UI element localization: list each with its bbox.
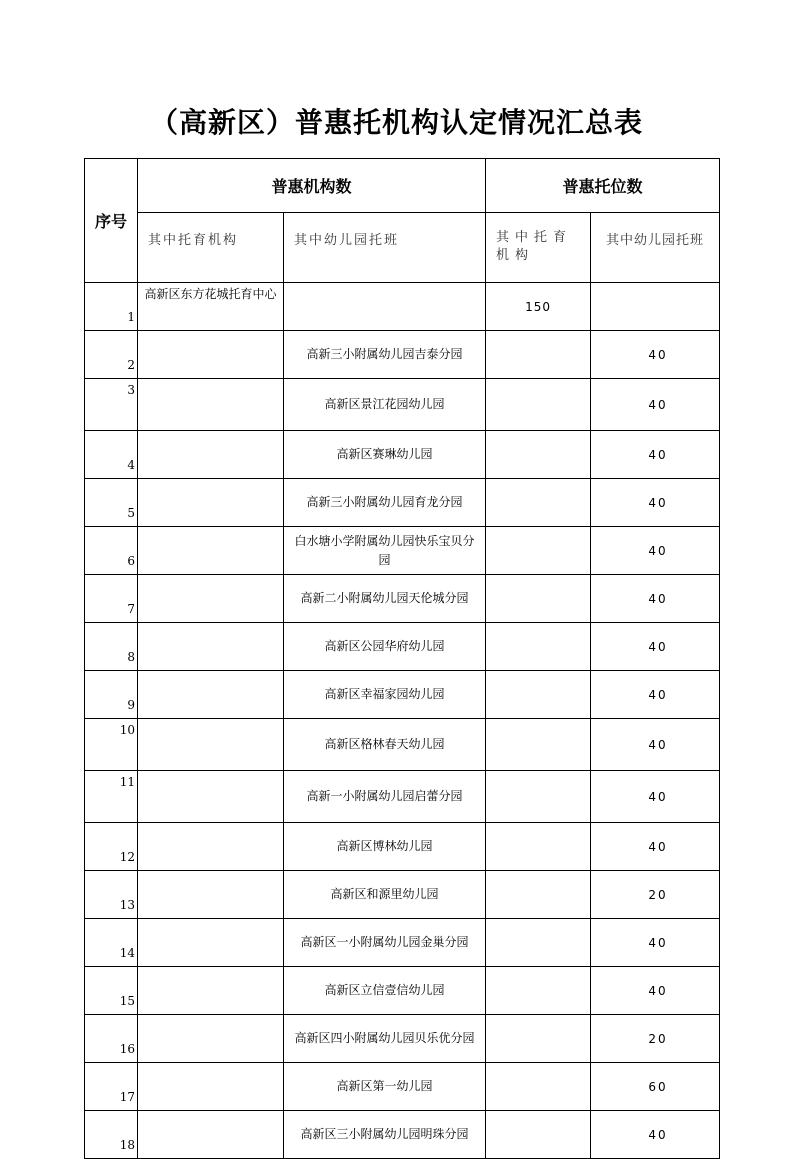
row-org-kindergarten: 高新区景江花园幼儿园 [284,379,486,431]
row-org-kindergarten: 高新区幸福家园幼儿园 [284,671,486,719]
row-org-nursery [138,871,284,919]
row-slot-nursery [486,671,591,719]
row-seq: 12 [85,823,138,871]
row-slot-nursery [486,379,591,431]
row-slot-nursery [486,431,591,479]
row-org-kindergarten: 高新区赛琳幼儿园 [284,431,486,479]
row-slot-nursery [486,575,591,623]
row-org-nursery [138,527,284,575]
row-org-nursery [138,671,284,719]
row-slot-kindergarten: 40 [591,1111,720,1159]
row-org-kindergarten: 高新区四小附属幼儿园贝乐优分园 [284,1015,486,1063]
row-seq: 10 [85,719,138,771]
row-slot-kindergarten: 40 [591,479,720,527]
row-org-nursery [138,331,284,379]
row-seq: 6 [85,527,138,575]
row-slot-nursery [486,1111,591,1159]
row-slot-nursery [486,919,591,967]
row-org-kindergarten: 高新区三小附属幼儿园明珠分园 [284,1111,486,1159]
row-slot-kindergarten: 40 [591,575,720,623]
row-org-nursery: 高新区东方花城托育中心 [138,283,284,331]
row-org-kindergarten [284,283,486,331]
row-slot-nursery [486,1063,591,1111]
row-seq: 2 [85,331,138,379]
row-org-kindergarten: 高新二小附属幼儿园天伦城分园 [284,575,486,623]
row-org-nursery [138,379,284,431]
table-row [85,919,720,967]
header-seq: 序号 [85,159,138,283]
row-seq: 7 [85,575,138,623]
table-row [85,623,720,671]
row-org-kindergarten: 高新区格林春天幼儿园 [284,719,486,771]
row-seq: 11 [85,771,138,823]
table-row [85,431,720,479]
row-org-nursery [138,1111,284,1159]
header-org-kindergarten: 其中幼儿园托班 [284,213,486,283]
table-row [85,1015,720,1063]
row-slot-nursery [486,871,591,919]
row-slot-nursery: 150 [486,283,591,331]
row-org-kindergarten: 白水塘小学附属幼儿园快乐宝贝分园 [284,527,486,575]
row-seq: 14 [85,919,138,967]
row-slot-nursery [486,771,591,823]
row-org-nursery [138,575,284,623]
row-slot-kindergarten: 40 [591,331,720,379]
row-org-nursery [138,623,284,671]
page-title: （高新区）普惠托机构认定情况汇总表 [149,106,643,139]
row-slot-kindergarten: 40 [591,431,720,479]
row-org-kindergarten: 高新三小附属幼儿园吉泰分园 [284,331,486,379]
row-org-nursery [138,771,284,823]
row-seq: 16 [85,1015,138,1063]
row-slot-kindergarten: 60 [591,1063,720,1111]
row-slot-kindergarten: 40 [591,967,720,1015]
row-seq: 15 [85,967,138,1015]
table-row [85,719,720,771]
header-slot-kindergarten: 其中幼儿园托班 [591,213,720,283]
row-slot-kindergarten: 20 [591,871,720,919]
row-org-kindergarten: 高新区一小附属幼儿园金巢分园 [284,919,486,967]
row-org-nursery [138,1015,284,1063]
row-slot-nursery [486,823,591,871]
table-row [85,575,720,623]
table-row [85,379,720,431]
header-group-slots: 普惠托位数 [486,159,720,213]
row-seq: 5 [85,479,138,527]
row-slot-nursery [486,479,591,527]
header-group-orgs: 普惠机构数 [138,159,486,213]
header-row-subcolumns [85,213,720,283]
row-seq: 1 [85,283,138,331]
table-row [85,527,720,575]
row-slot-nursery [486,1015,591,1063]
summary-table [84,158,720,1159]
row-org-kindergarten: 高新一小附属幼儿园启蕾分园 [284,771,486,823]
row-slot-kindergarten: 40 [591,919,720,967]
row-org-nursery [138,823,284,871]
table-row [85,823,720,871]
table-row [85,1111,720,1159]
row-org-nursery [138,719,284,771]
row-org-nursery [138,479,284,527]
row-seq: 18 [85,1111,138,1159]
table-row [85,1063,720,1111]
table-row [85,871,720,919]
row-org-nursery [138,967,284,1015]
row-slot-kindergarten: 40 [591,771,720,823]
row-org-nursery [138,1063,284,1111]
row-slot-kindergarten: 40 [591,527,720,575]
row-org-nursery [138,919,284,967]
row-org-kindergarten: 高新区和源里幼儿园 [284,871,486,919]
row-org-kindergarten: 高新三小附属幼儿园育龙分园 [284,479,486,527]
header-slot-nursery: 其中托育机构 [486,213,591,283]
row-org-kindergarten: 高新区第一幼儿园 [284,1063,486,1111]
row-slot-kindergarten [591,283,720,331]
row-slot-nursery [486,719,591,771]
row-org-kindergarten: 高新区博林幼儿园 [284,823,486,871]
row-slot-kindergarten: 40 [591,671,720,719]
row-org-nursery [138,431,284,479]
row-slot-kindergarten: 20 [591,1015,720,1063]
row-org-kindergarten: 高新区公园华府幼儿园 [284,623,486,671]
row-slot-kindergarten: 40 [591,623,720,671]
row-seq: 17 [85,1063,138,1111]
table-row [85,671,720,719]
row-org-kindergarten: 高新区立信壹信幼儿园 [284,967,486,1015]
row-slot-nursery [486,967,591,1015]
row-slot-kindergarten: 40 [591,719,720,771]
row-slot-nursery [486,623,591,671]
header-row-groups [85,159,720,213]
row-seq: 4 [85,431,138,479]
header-org-nursery: 其中托育机构 [138,213,284,283]
row-seq: 3 [85,379,138,431]
row-seq: 9 [85,671,138,719]
table-row [85,967,720,1015]
row-slot-nursery [486,527,591,575]
table-row [85,771,720,823]
table-row [85,331,720,379]
row-seq: 13 [85,871,138,919]
table-row [85,283,720,331]
table-row [85,479,720,527]
row-seq: 8 [85,623,138,671]
row-slot-kindergarten: 40 [591,823,720,871]
row-slot-kindergarten: 40 [591,379,720,431]
row-slot-nursery [486,331,591,379]
